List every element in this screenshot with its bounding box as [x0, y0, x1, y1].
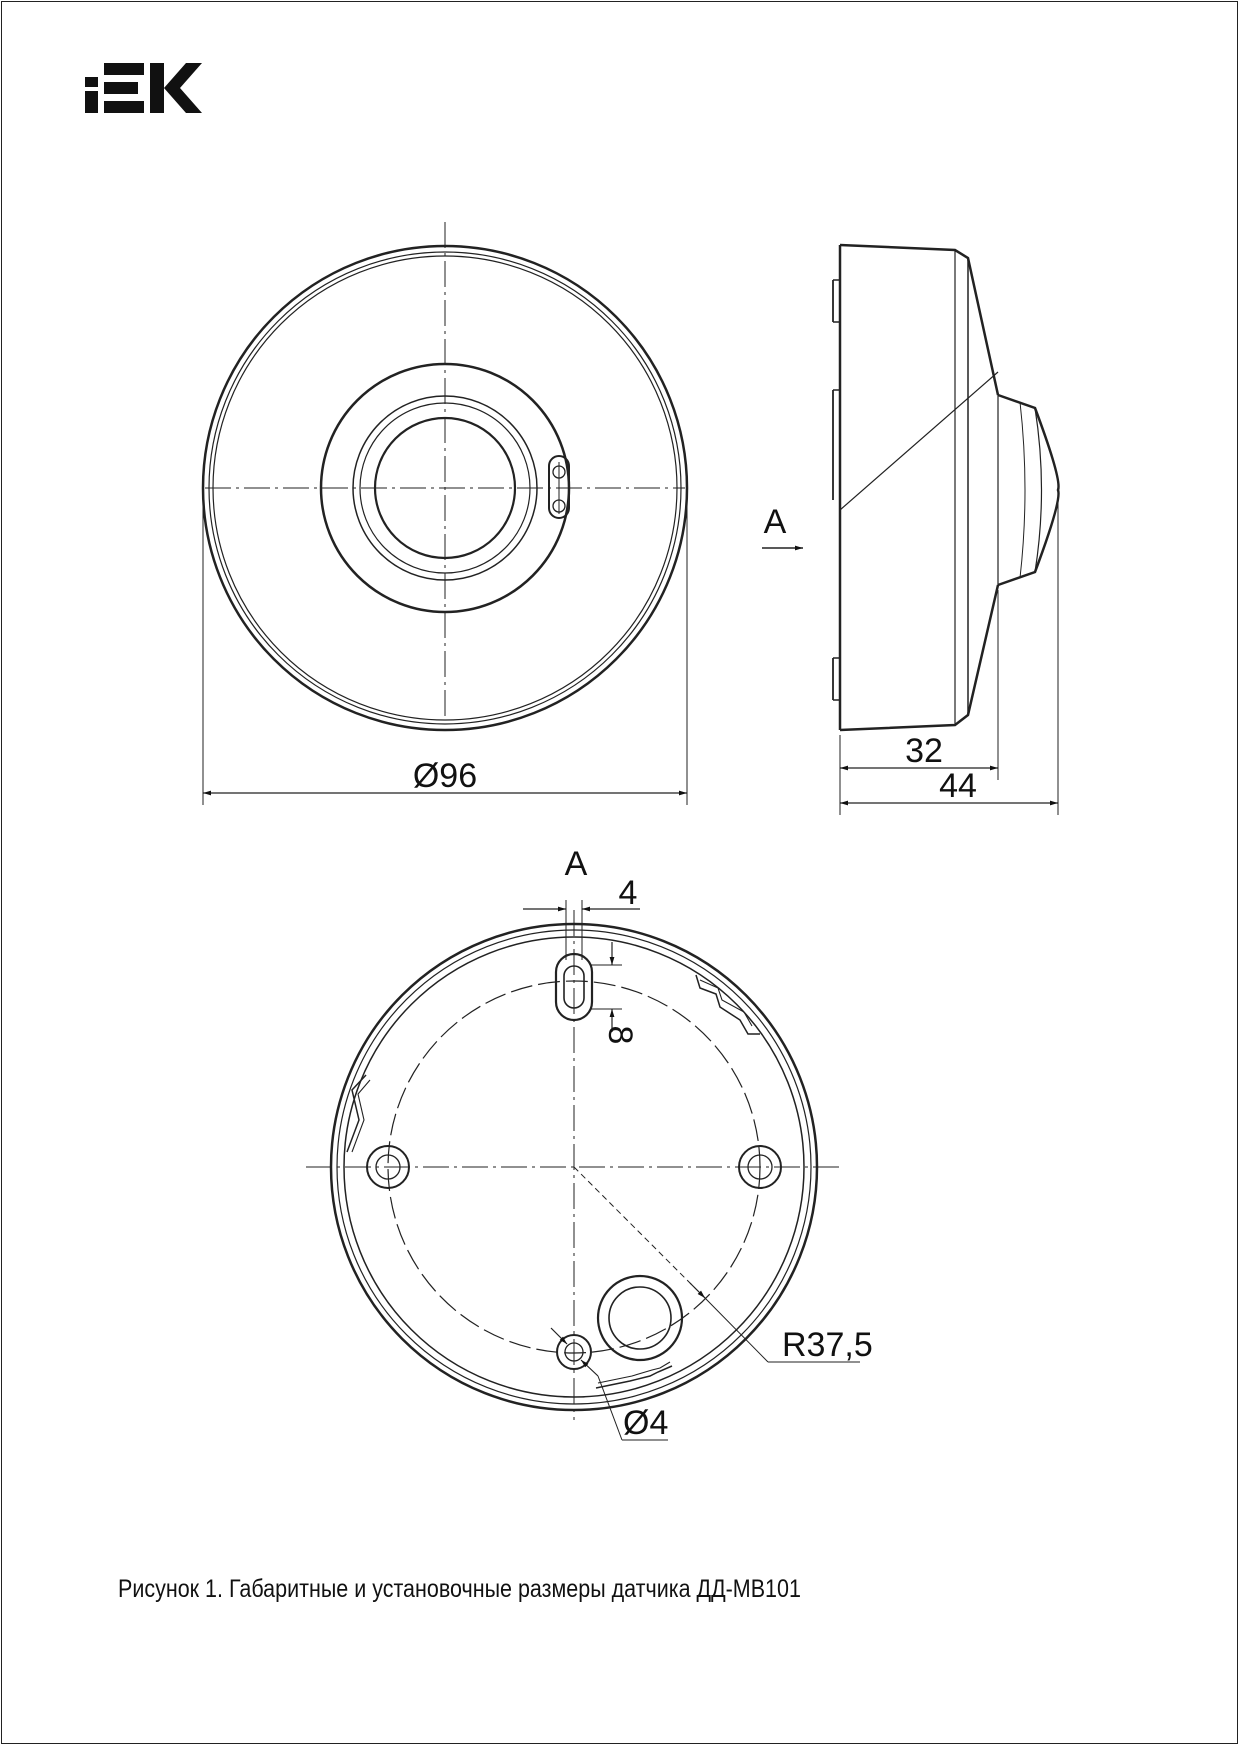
total-depth-label: 44: [939, 767, 977, 805]
diameter-label: Ø96: [412, 757, 478, 795]
slot-width-label: 4: [618, 874, 638, 912]
hole-diameter-label: Ø4: [623, 1404, 669, 1442]
figure-caption: Рисунок 1. Габаритные и установочные размеры датчика ДД-МВ101: [118, 1575, 801, 1603]
side-view: [762, 245, 1059, 815]
iek-logo: [85, 63, 202, 113]
slot-length-label: 8: [601, 1025, 639, 1045]
side-view-arrow-label: A: [763, 503, 787, 541]
bottom-view-title: A: [564, 845, 588, 883]
depth-label: 32: [905, 732, 943, 770]
bottom-view: [306, 900, 860, 1440]
radius-label: R37,5: [782, 1326, 873, 1364]
front-view: [203, 222, 687, 805]
